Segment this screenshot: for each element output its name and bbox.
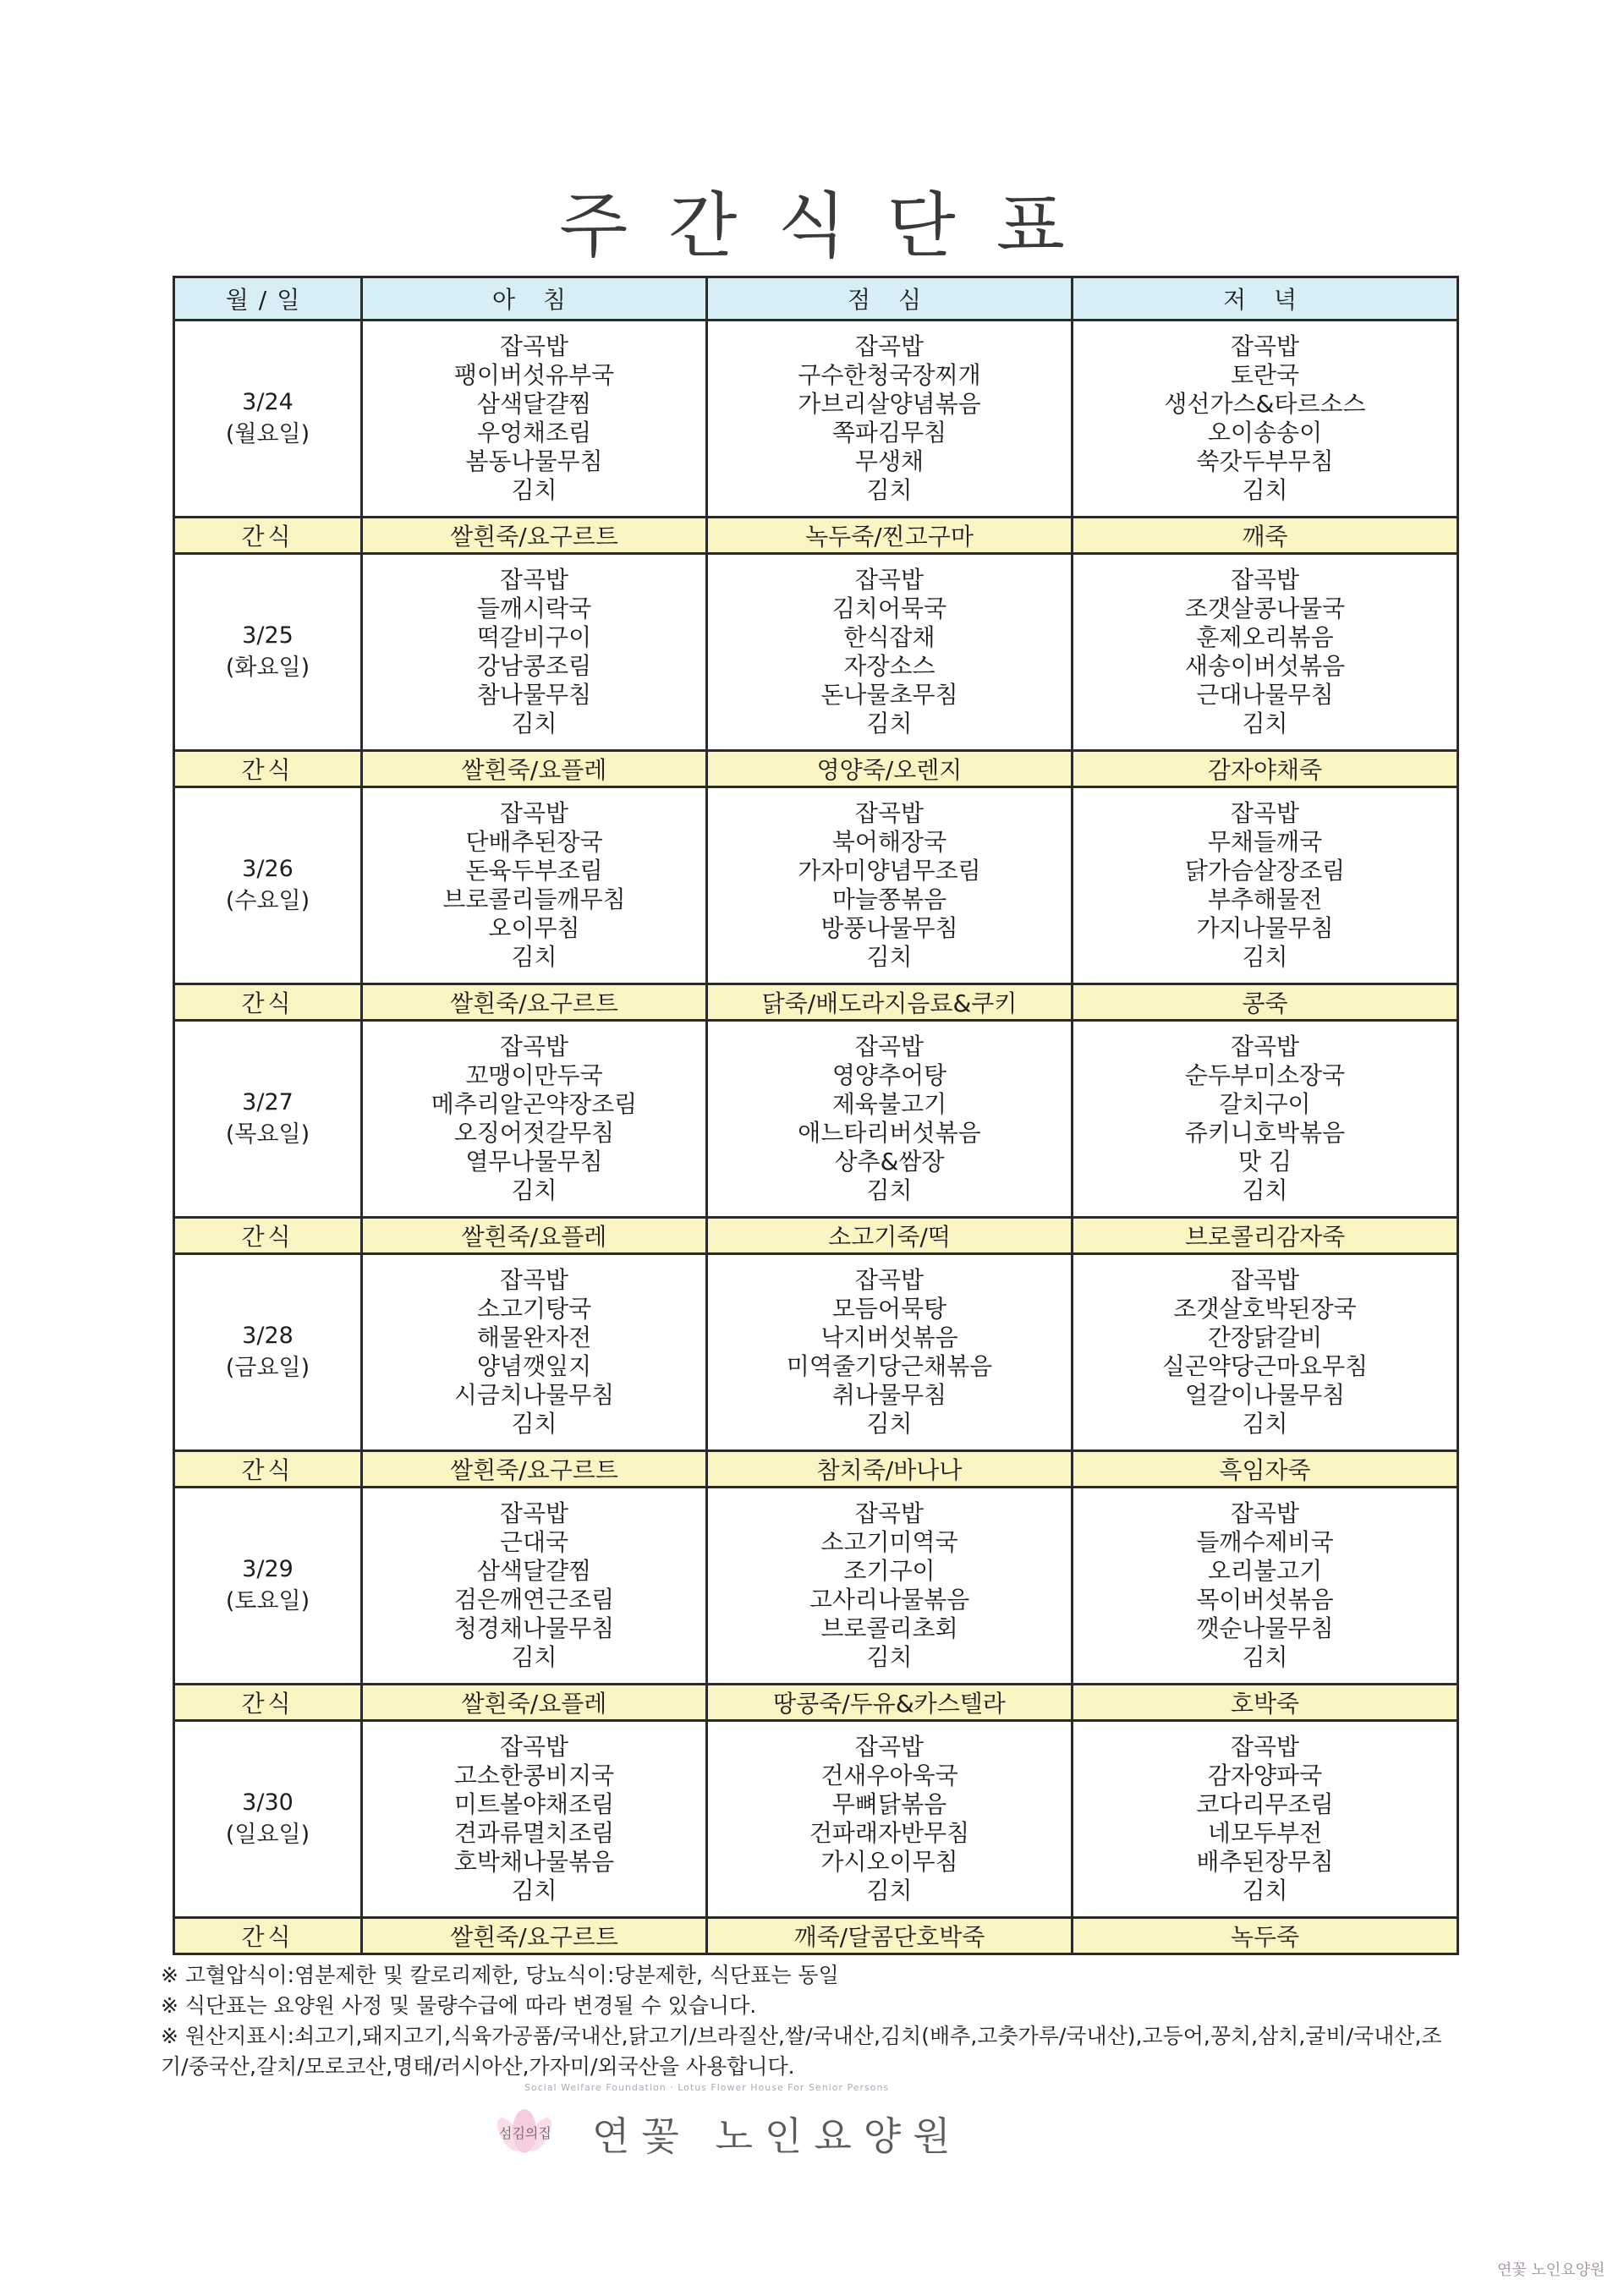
menu-item: 잡곡밥 [854, 1733, 924, 1761]
menu-item: 조기구이 [843, 1557, 935, 1585]
snack-cell: 흑임자죽 [1073, 1451, 1458, 1488]
snack-row [174, 518, 1458, 554]
snack-label: 간식 [174, 1218, 362, 1254]
menu-item: 김치 [511, 1176, 557, 1204]
menu-item: 무채들깨국 [1207, 828, 1323, 856]
menu-item: 김치 [511, 476, 557, 504]
snack-row [174, 1218, 1458, 1254]
day-date: 3/28 [242, 1323, 294, 1349]
dinner-cell [1073, 1488, 1458, 1685]
menu-item: 북어해장국 [831, 828, 947, 856]
menu-item: 잡곡밥 [1230, 799, 1300, 827]
snack-cell: 쌀흰죽/요플레 [362, 1685, 707, 1721]
dinner-cell [1073, 1254, 1458, 1451]
menu-item: 김치 [1242, 1410, 1288, 1438]
menu-item: 무생채 [854, 447, 924, 475]
day-weekday: (토요일) [225, 1588, 310, 1614]
menu-item: 가브리살양념볶음 [798, 390, 981, 418]
day-weekday: (월요일) [225, 421, 310, 447]
menu-item: 잡곡밥 [1230, 1733, 1300, 1761]
menu-item: 김치 [1242, 476, 1288, 504]
menu-item: 김치 [511, 1877, 557, 1904]
menu-item: 얼갈이나물무침 [1184, 1381, 1346, 1409]
menu-item: 건새우아욱국 [820, 1762, 958, 1789]
notes [161, 1960, 1463, 2082]
menu-item: 김치 [866, 1877, 913, 1904]
menu-item: 잡곡밥 [854, 799, 924, 827]
day-date: 3/30 [242, 1789, 294, 1816]
menu-item: 쑥갓두부무침 [1196, 447, 1334, 475]
menu-item: 떡갈비구이 [476, 623, 592, 651]
lunch-cell [707, 1254, 1073, 1451]
menu-item: 잡곡밥 [854, 1499, 924, 1527]
snack-cell: 땅콩죽/두유&카스텔라 [707, 1685, 1073, 1721]
menu-item: 들깨수제비국 [1196, 1528, 1334, 1556]
day-date: 3/26 [242, 856, 294, 882]
menu-item: 김치 [866, 1410, 913, 1438]
menu-item: 김치 [866, 1176, 913, 1204]
menu-item: 근대나물무침 [1196, 681, 1334, 709]
breakfast-cell [362, 1721, 707, 1918]
lunch-cell [707, 1021, 1073, 1218]
menu-item: 팽이버섯유부국 [453, 361, 615, 389]
snack-cell: 쌀흰죽/요구르트 [362, 1451, 707, 1488]
menu-item: 가지나물무침 [1196, 914, 1334, 942]
snack-row [174, 1451, 1458, 1488]
day-weekday: (금요일) [225, 1355, 310, 1381]
header-dinner: 저 녁 [1073, 277, 1458, 321]
snack-cell: 참치죽/바나나 [707, 1451, 1073, 1488]
menu-item: 검은깨연근조림 [453, 1586, 615, 1614]
weekly-menu-table [173, 276, 1459, 1955]
menu-item: 가시오이무침 [820, 1848, 958, 1876]
menu-item: 잡곡밥 [499, 1733, 569, 1761]
menu-item: 쪽파김무침 [831, 419, 947, 447]
menu-item: 참나물무침 [476, 681, 592, 709]
lunch-cell [707, 321, 1073, 518]
menu-item: 김치 [1242, 1877, 1288, 1904]
table-header-row [174, 277, 1458, 321]
logo-tagline: Social Welfare Foundation · Lotus Flower House For Senior Persons [524, 2082, 890, 2093]
menu-item: 취나물무침 [831, 1381, 947, 1409]
snack-cell: 쌀흰죽/요구르트 [362, 518, 707, 554]
menu-item: 부추해물전 [1207, 885, 1323, 913]
menu-item: 자장소스 [843, 652, 935, 680]
menu-item: 구수한청국장찌개 [798, 361, 981, 389]
snack-cell: 녹두죽 [1073, 1918, 1458, 1954]
menu-item: 김치 [511, 710, 557, 737]
breakfast-cell [362, 554, 707, 751]
menu-item: 삼색달걀찜 [476, 390, 592, 418]
menu-item: 근대국 [499, 1528, 569, 1556]
snack-cell: 브로콜리감자죽 [1073, 1218, 1458, 1254]
menu-item: 오이무침 [488, 914, 580, 942]
menu-item: 김치 [866, 476, 913, 504]
snack-cell: 소고기죽/떡 [707, 1218, 1073, 1254]
menu-item: 김치 [866, 1643, 913, 1671]
lunch-cell [707, 787, 1073, 984]
menu-item: 김치 [1242, 1176, 1288, 1204]
menu-item: 봄동나물무침 [465, 447, 603, 475]
day-weekday: (화요일) [225, 655, 310, 681]
menu-item: 쥬키니호박볶음 [1184, 1119, 1346, 1147]
menu-item: 잡곡밥 [499, 332, 569, 360]
dinner-cell [1073, 787, 1458, 984]
menu-item: 잡곡밥 [499, 799, 569, 827]
menu-item: 미트볼야채조림 [453, 1790, 615, 1818]
menu-item: 소고기탕국 [476, 1295, 592, 1323]
menu-item: 잡곡밥 [854, 332, 924, 360]
menu-item: 시금치나물무침 [453, 1381, 615, 1409]
breakfast-cell [362, 1021, 707, 1218]
menu-item: 우엉채조림 [476, 419, 592, 447]
breakfast-cell [362, 1488, 707, 1685]
snack-row [174, 984, 1458, 1021]
menu-item: 모듬어묵탕 [831, 1295, 947, 1323]
day-row [174, 1721, 1458, 1918]
menu-item: 맛 김 [1238, 1148, 1292, 1175]
header-date: 월/일 [174, 277, 362, 321]
day-date: 3/24 [242, 389, 294, 415]
lunch-cell [707, 554, 1073, 751]
day-row [174, 1488, 1458, 1685]
menu-item: 애느타리버섯볶음 [798, 1119, 981, 1147]
menu-item: 실곤약당근마요무침 [1161, 1352, 1369, 1380]
day-row [174, 787, 1458, 984]
menu-item: 건파래자반무침 [809, 1819, 970, 1847]
snack-cell: 쌀흰죽/요플레 [362, 1218, 707, 1254]
logo-prefix: 섬김의집 [499, 2125, 551, 2141]
menu-item: 돈육두부조림 [465, 857, 603, 885]
day-row [174, 1021, 1458, 1218]
menu-item: 잡곡밥 [1230, 566, 1300, 594]
menu-item: 상추&쌈장 [834, 1148, 945, 1175]
menu-item: 낙지버섯볶음 [820, 1323, 958, 1351]
snack-cell: 호박죽 [1073, 1685, 1458, 1721]
menu-item: 고소한콩비지국 [453, 1762, 615, 1789]
menu-item: 삼색달걀찜 [476, 1557, 592, 1585]
menu-item: 해물완자전 [476, 1323, 592, 1351]
page-title: 주간식단표 [559, 184, 1106, 267]
menu-item: 네모두부전 [1207, 1819, 1323, 1847]
menu-item: 깻순나물무침 [1196, 1614, 1334, 1642]
day-weekday: (목요일) [225, 1121, 310, 1148]
day-weekday: (일요일) [225, 1822, 310, 1848]
snack-row [174, 1918, 1458, 1954]
breakfast-cell [362, 321, 707, 518]
day-date: 3/29 [242, 1556, 294, 1582]
menu-item: 꼬맹이만두국 [465, 1061, 603, 1089]
snack-row [174, 751, 1458, 787]
day-row [174, 321, 1458, 518]
menu-item: 닭가슴살장조림 [1184, 857, 1346, 885]
menu-item: 코다리무조림 [1196, 1790, 1334, 1818]
logo-name: 연꽃 노인요양원 [592, 2113, 963, 2159]
snack-cell: 쌀흰죽/요구르트 [362, 984, 707, 1021]
snack-label: 간식 [174, 1918, 362, 1954]
lunch-cell [707, 1721, 1073, 1918]
snack-cell: 쌀흰죽/요플레 [362, 751, 707, 787]
day-cell [174, 1254, 362, 1451]
menu-item: 오이송송이 [1207, 419, 1323, 447]
day-cell [174, 1721, 362, 1918]
menu-item: 메추리알곤약장조림 [431, 1090, 638, 1118]
facility-logo [474, 2082, 1116, 2173]
snack-cell: 영양죽/오렌지 [707, 751, 1073, 787]
day-cell [174, 554, 362, 751]
menu-item: 간장닭갈비 [1207, 1323, 1323, 1351]
menu-item: 김치 [511, 1410, 557, 1438]
snack-label: 간식 [174, 751, 362, 787]
menu-item: 미역줄기당근채볶음 [786, 1352, 993, 1380]
menu-item: 양념깻잎지 [476, 1352, 592, 1380]
menu-item: 김치 [1242, 710, 1288, 737]
snack-label: 간식 [174, 1685, 362, 1721]
menu-item: 새송이버섯볶음 [1184, 652, 1346, 680]
menu-item: 단배추된장국 [465, 828, 603, 856]
snack-cell: 닭죽/배도라지음료&쿠키 [707, 984, 1073, 1021]
dinner-cell [1073, 1721, 1458, 1918]
menu-item: 갈치구이 [1219, 1090, 1311, 1118]
snack-label: 간식 [174, 518, 362, 554]
menu-item: 잡곡밥 [499, 566, 569, 594]
lunch-cell [707, 1488, 1073, 1685]
menu-item: 김치 [866, 943, 913, 971]
header-lunch: 점 심 [707, 277, 1073, 321]
menu-item: 고사리나물볶음 [809, 1586, 970, 1614]
menu-item: 오징어젓갈무침 [453, 1119, 615, 1147]
menu-item: 김치 [1242, 1643, 1288, 1671]
day-cell [174, 1021, 362, 1218]
menu-item: 잡곡밥 [854, 1266, 924, 1294]
day-date: 3/25 [242, 622, 294, 649]
menu-item: 훈제오리볶음 [1196, 623, 1334, 651]
dinner-cell [1073, 1021, 1458, 1218]
menu-item: 잡곡밥 [854, 1033, 924, 1060]
day-date: 3/27 [242, 1089, 294, 1115]
menu-item: 무뼈닭볶음 [831, 1790, 947, 1818]
menu-item: 소고기미역국 [820, 1528, 958, 1556]
dinner-cell [1073, 321, 1458, 518]
menu-item: 조갯살호박된장국 [1173, 1295, 1357, 1323]
day-cell [174, 1488, 362, 1685]
day-cell [174, 321, 362, 518]
menu-item: 순두부미소장국 [1184, 1061, 1346, 1089]
menu-item: 감자양파국 [1207, 1762, 1323, 1789]
menu-item: 잡곡밥 [1230, 1033, 1300, 1060]
menu-item: 들깨시락국 [476, 595, 592, 622]
dinner-cell [1073, 554, 1458, 751]
menu-item: 견과류멸치조림 [453, 1819, 615, 1847]
menu-item: 생선가스&타르소스 [1164, 390, 1366, 418]
menu-item: 김치 [511, 943, 557, 971]
menu-item: 잡곡밥 [1230, 1499, 1300, 1527]
menu-item: 방풍나물무침 [820, 914, 958, 942]
menu-item: 김치어묵국 [831, 595, 947, 622]
snack-cell: 콩죽 [1073, 984, 1458, 1021]
snack-row [174, 1685, 1458, 1721]
snack-cell: 깨죽 [1073, 518, 1458, 554]
menu-item: 오리불고기 [1207, 1557, 1323, 1585]
snack-label: 간식 [174, 984, 362, 1021]
header-breakfast: 아 침 [362, 277, 707, 321]
menu-item: 마늘쫑볶음 [831, 885, 947, 913]
day-weekday: (수요일) [225, 888, 310, 914]
note-line: ※ 식단표는 요양원 사정 및 물량수급에 따라 변경될 수 있습니다. [161, 1993, 757, 2018]
menu-item: 강남콩조림 [476, 652, 592, 680]
breakfast-cell [362, 787, 707, 984]
menu-item: 청경채나물무침 [453, 1614, 615, 1642]
corner-watermark: 연꽃 노인요양원 [1497, 2261, 1605, 2279]
menu-item: 돈나물초무침 [820, 681, 958, 709]
menu-item: 제육불고기 [831, 1090, 947, 1118]
menu-item: 김치 [1242, 943, 1288, 971]
menu-item: 토란국 [1230, 361, 1300, 389]
snack-label: 간식 [174, 1451, 362, 1488]
menu-item: 잡곡밥 [854, 566, 924, 594]
menu-item: 브로콜리초회 [820, 1614, 958, 1642]
day-row [174, 554, 1458, 751]
menu-item: 김치 [511, 1643, 557, 1671]
menu-item: 잡곡밥 [1230, 1266, 1300, 1294]
menu-item: 배추된장무침 [1196, 1848, 1334, 1876]
day-row [174, 1254, 1458, 1451]
snack-cell: 깨죽/달콤단호박죽 [707, 1918, 1073, 1954]
menu-item: 잡곡밥 [1230, 332, 1300, 360]
note-line: ※ 원산지표시:쇠고기,돼지고기,식육가공품/국내산,닭고기/브라질산,쌀/국내산,김치(배추,고춧가루/국내산),고등어,꽁치,삼치,굴비/국내산,조기/중국산,갈치/모로코산,명태/러시아산,가자미/외국산을 사용합니다. [161, 2024, 1442, 2079]
menu-item: 잡곡밥 [499, 1033, 569, 1060]
menu-item: 조갯살콩나물국 [1184, 595, 1346, 622]
note-line: ※ 고혈압식이:염분제한 및 칼로리제한, 당뇨식이:당분제한, 식단표는 동일 [161, 1963, 839, 1987]
menu-item: 열무나물무침 [465, 1148, 603, 1175]
day-cell [174, 787, 362, 984]
snack-cell: 감자야채죽 [1073, 751, 1458, 787]
menu-item: 호박채나물볶음 [453, 1848, 615, 1876]
menu-item: 잡곡밥 [499, 1499, 569, 1527]
menu-body [174, 321, 1458, 1954]
menu-item: 잡곡밥 [499, 1266, 569, 1294]
menu-item: 김치 [866, 710, 913, 737]
menu-item: 영양추어탕 [831, 1061, 947, 1089]
menu-item: 브로콜리들깨무침 [442, 885, 626, 913]
menu-item: 목이버섯볶음 [1196, 1586, 1334, 1614]
snack-cell: 쌀흰죽/요구르트 [362, 1918, 707, 1954]
snack-cell: 녹두죽/찐고구마 [707, 518, 1073, 554]
menu-item: 한식잡채 [843, 623, 935, 651]
breakfast-cell [362, 1254, 707, 1451]
menu-item: 가자미양념무조림 [798, 857, 981, 885]
